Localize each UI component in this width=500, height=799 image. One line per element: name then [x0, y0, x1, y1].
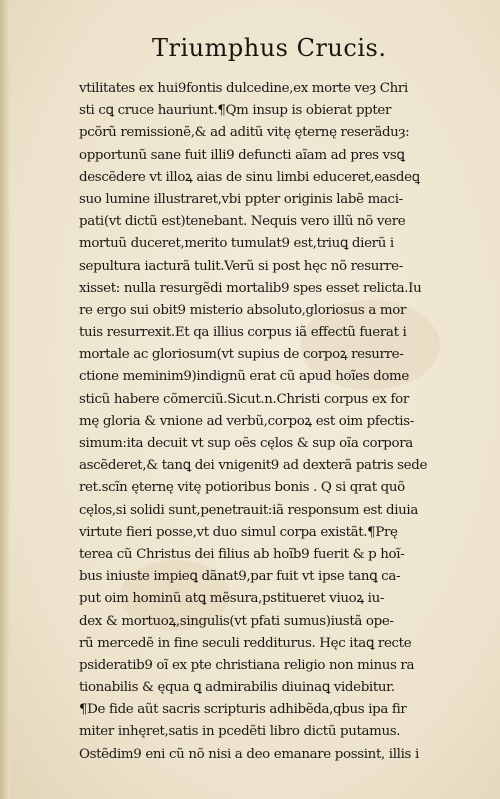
- text-line: simum:ita decuit vt sup oẽs cęlos & sup oĩa corpora: [79, 436, 413, 451]
- running-head: Triumphus Crucis.: [152, 34, 387, 62]
- text-line: put oim hominũ atꝗ mẽsura,pstitueret viuoꝝ iu-: [79, 591, 385, 607]
- text-line: mortale ac gloriosum(vt supius de corpoꝝ resurre-: [79, 347, 404, 363]
- text-line: ret.scĩn ęternę vitę potioribus bonis . Q si qrat quõ: [79, 480, 405, 496]
- text-line: rũ mercedẽ in fine seculi redditurus. Hęc itaꝗ recte: [79, 635, 412, 651]
- text-line: sepultura iacturã tulit.Verũ si post hęc nõ resurre-: [79, 258, 403, 274]
- text-line: Ostẽdim9 eni cũ nõ nisi a deo emanare possint, illis i: [79, 746, 419, 762]
- text-line: mortuũ duceret,merito tumulat9 est,triuꝗ dierũ i: [79, 236, 394, 252]
- text-line: xisset: nulla resurgẽdi mortalib9 spes esset relicta.Iu: [79, 280, 422, 296]
- text-line: ctione meminim9)indignũ erat cũ apud hoĩes dome: [79, 369, 409, 385]
- text-line: bus iniuste impieꝗ dãnat9,par fuit vt ipse tanꝗ ca-: [79, 569, 401, 585]
- text-line: opportunũ sane fuit illi9 defuncti aĩam ad pres vsꝗ: [79, 147, 405, 163]
- text-line: re ergo sui obit9 misterio absoluto,gloriosus a mor: [79, 302, 406, 318]
- page-gutter-edge: [0, 0, 10, 799]
- text-line: descẽdere vt illoꝝ aias de sinu limbi educeret,easdeꝗ: [79, 169, 420, 185]
- text-line: terea cũ Christus dei filius ab hoĩb9 fuerit & p hoĩ-: [79, 546, 405, 562]
- text-line: suo lumine illustraret,vbi ppter originis labẽ maci-: [79, 191, 403, 207]
- text-line: ¶De fide aũt sacris scripturis adhibẽda,qbus ipa fir: [79, 702, 407, 718]
- text-line: cęlos,si solidi sunt,penetrauit:iã responsum est diuia: [79, 502, 418, 518]
- text-line: vtilitates ex hui9fontis dulcedine,ex morte veȝ Chri: [79, 81, 408, 96]
- body-text: [79, 78, 473, 766]
- text-line: sticũ habere cõmerciũ.Sicut.n.Christi corpus ex for: [79, 391, 409, 407]
- text-line: ascẽderet,& tanꝗ dei vnigenit9 ad dexterã patris sede: [79, 458, 428, 474]
- text-line: sti cꝗ cruce hauriunt.¶Qm insup is obierat ppter: [79, 103, 392, 119]
- text-line: virtute fieri posse,vt duo simul corpa existãt.¶Prę: [79, 524, 398, 540]
- text-line: mę gloria & vnione ad verbũ,corpoꝝ est oim pfectis-: [79, 413, 414, 429]
- text-line: dex & mortuoꝝ,singulis(vt pfati sumus)iustã ope-: [79, 613, 394, 629]
- text-line: pati(vt dictũ est)tenebant. Nequis vero illũ nõ vere: [79, 214, 406, 230]
- text-line: pcõrũ remissionẽ,& ad aditũ vitę ęternę reserãduȝ:: [79, 125, 410, 141]
- text-line: tionabilis & ęqua ꝗ admirabilis diuinaꝗ videbitur.: [79, 680, 395, 696]
- text-line: miter inhęret,satis in pcedẽti libro dictũ putamus.: [79, 724, 401, 740]
- text-line: tuis resurrexit.Et qa illius corpus iã effectũ fuerat i: [79, 325, 407, 341]
- text-line: psideratib9 oĩ ex pte christiana religio non minus ra: [79, 657, 415, 673]
